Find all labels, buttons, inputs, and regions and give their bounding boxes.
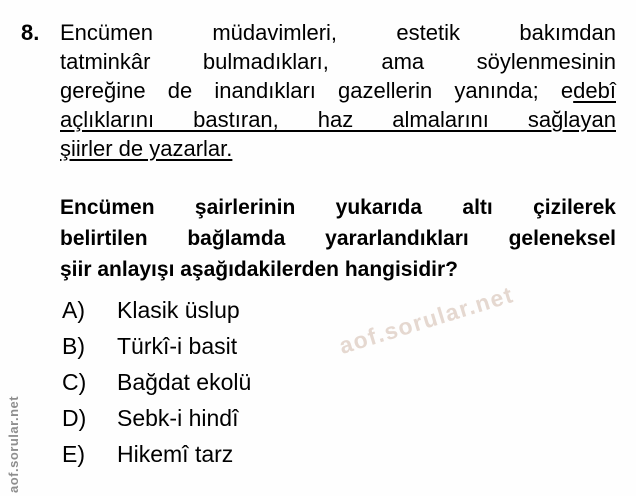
option-letter: D) [62, 405, 87, 431]
passage-text: Encümen müdavimleri, estetik bakımdan [60, 20, 616, 45]
passage-text: gereğine de inandıkları gazellerin yanında; e [60, 78, 574, 103]
watermark-diagonal: aof.sorular.net [336, 281, 517, 359]
question-number: 8. [21, 20, 40, 45]
option-e [62, 436, 251, 472]
option-c [62, 364, 251, 400]
option-letter: A) [62, 297, 85, 323]
passage-text: tatminkâr bulmadıkları, ama söylenmesinin [60, 49, 616, 74]
question-passage [60, 18, 616, 163]
options-list [62, 292, 251, 472]
passage-underlined-text: şiirler de yazarlar. [60, 136, 233, 161]
stem-line: şiir anlayışı aşağıdakilerden hangisidir? [60, 258, 458, 281]
option-text: Hikemî tarz [117, 441, 234, 467]
passage-underlined-text: debî [573, 78, 616, 103]
option-d [62, 400, 251, 436]
option-text: Türkî-i basit [117, 333, 238, 359]
option-letter: B) [62, 333, 85, 359]
passage-line [60, 134, 616, 163]
option-text: Klasik üslup [117, 297, 240, 323]
option-text: Sebk-i hindî [117, 405, 239, 431]
option-a [62, 292, 251, 328]
passage-line [60, 18, 616, 47]
passage-line [60, 105, 616, 134]
question-stem [60, 192, 616, 285]
option-text: Bağdat ekolü [117, 369, 252, 395]
passage-line [60, 47, 616, 76]
stem-line: Encümen şairlerinin yukarıda altı çizilerek [60, 196, 616, 219]
option-letter: E) [62, 441, 85, 467]
option-letter: C) [62, 369, 87, 395]
option-b [62, 328, 251, 364]
passage-line [60, 76, 616, 105]
stem-line: belirtilen bağlamda yararlandıkları geleneksel [60, 227, 616, 250]
passage-underlined-text: açlıklarını bastıran, haz almalarını sağlayan [60, 107, 616, 132]
watermark-left-vertical: aof.sorular.net [6, 395, 21, 493]
